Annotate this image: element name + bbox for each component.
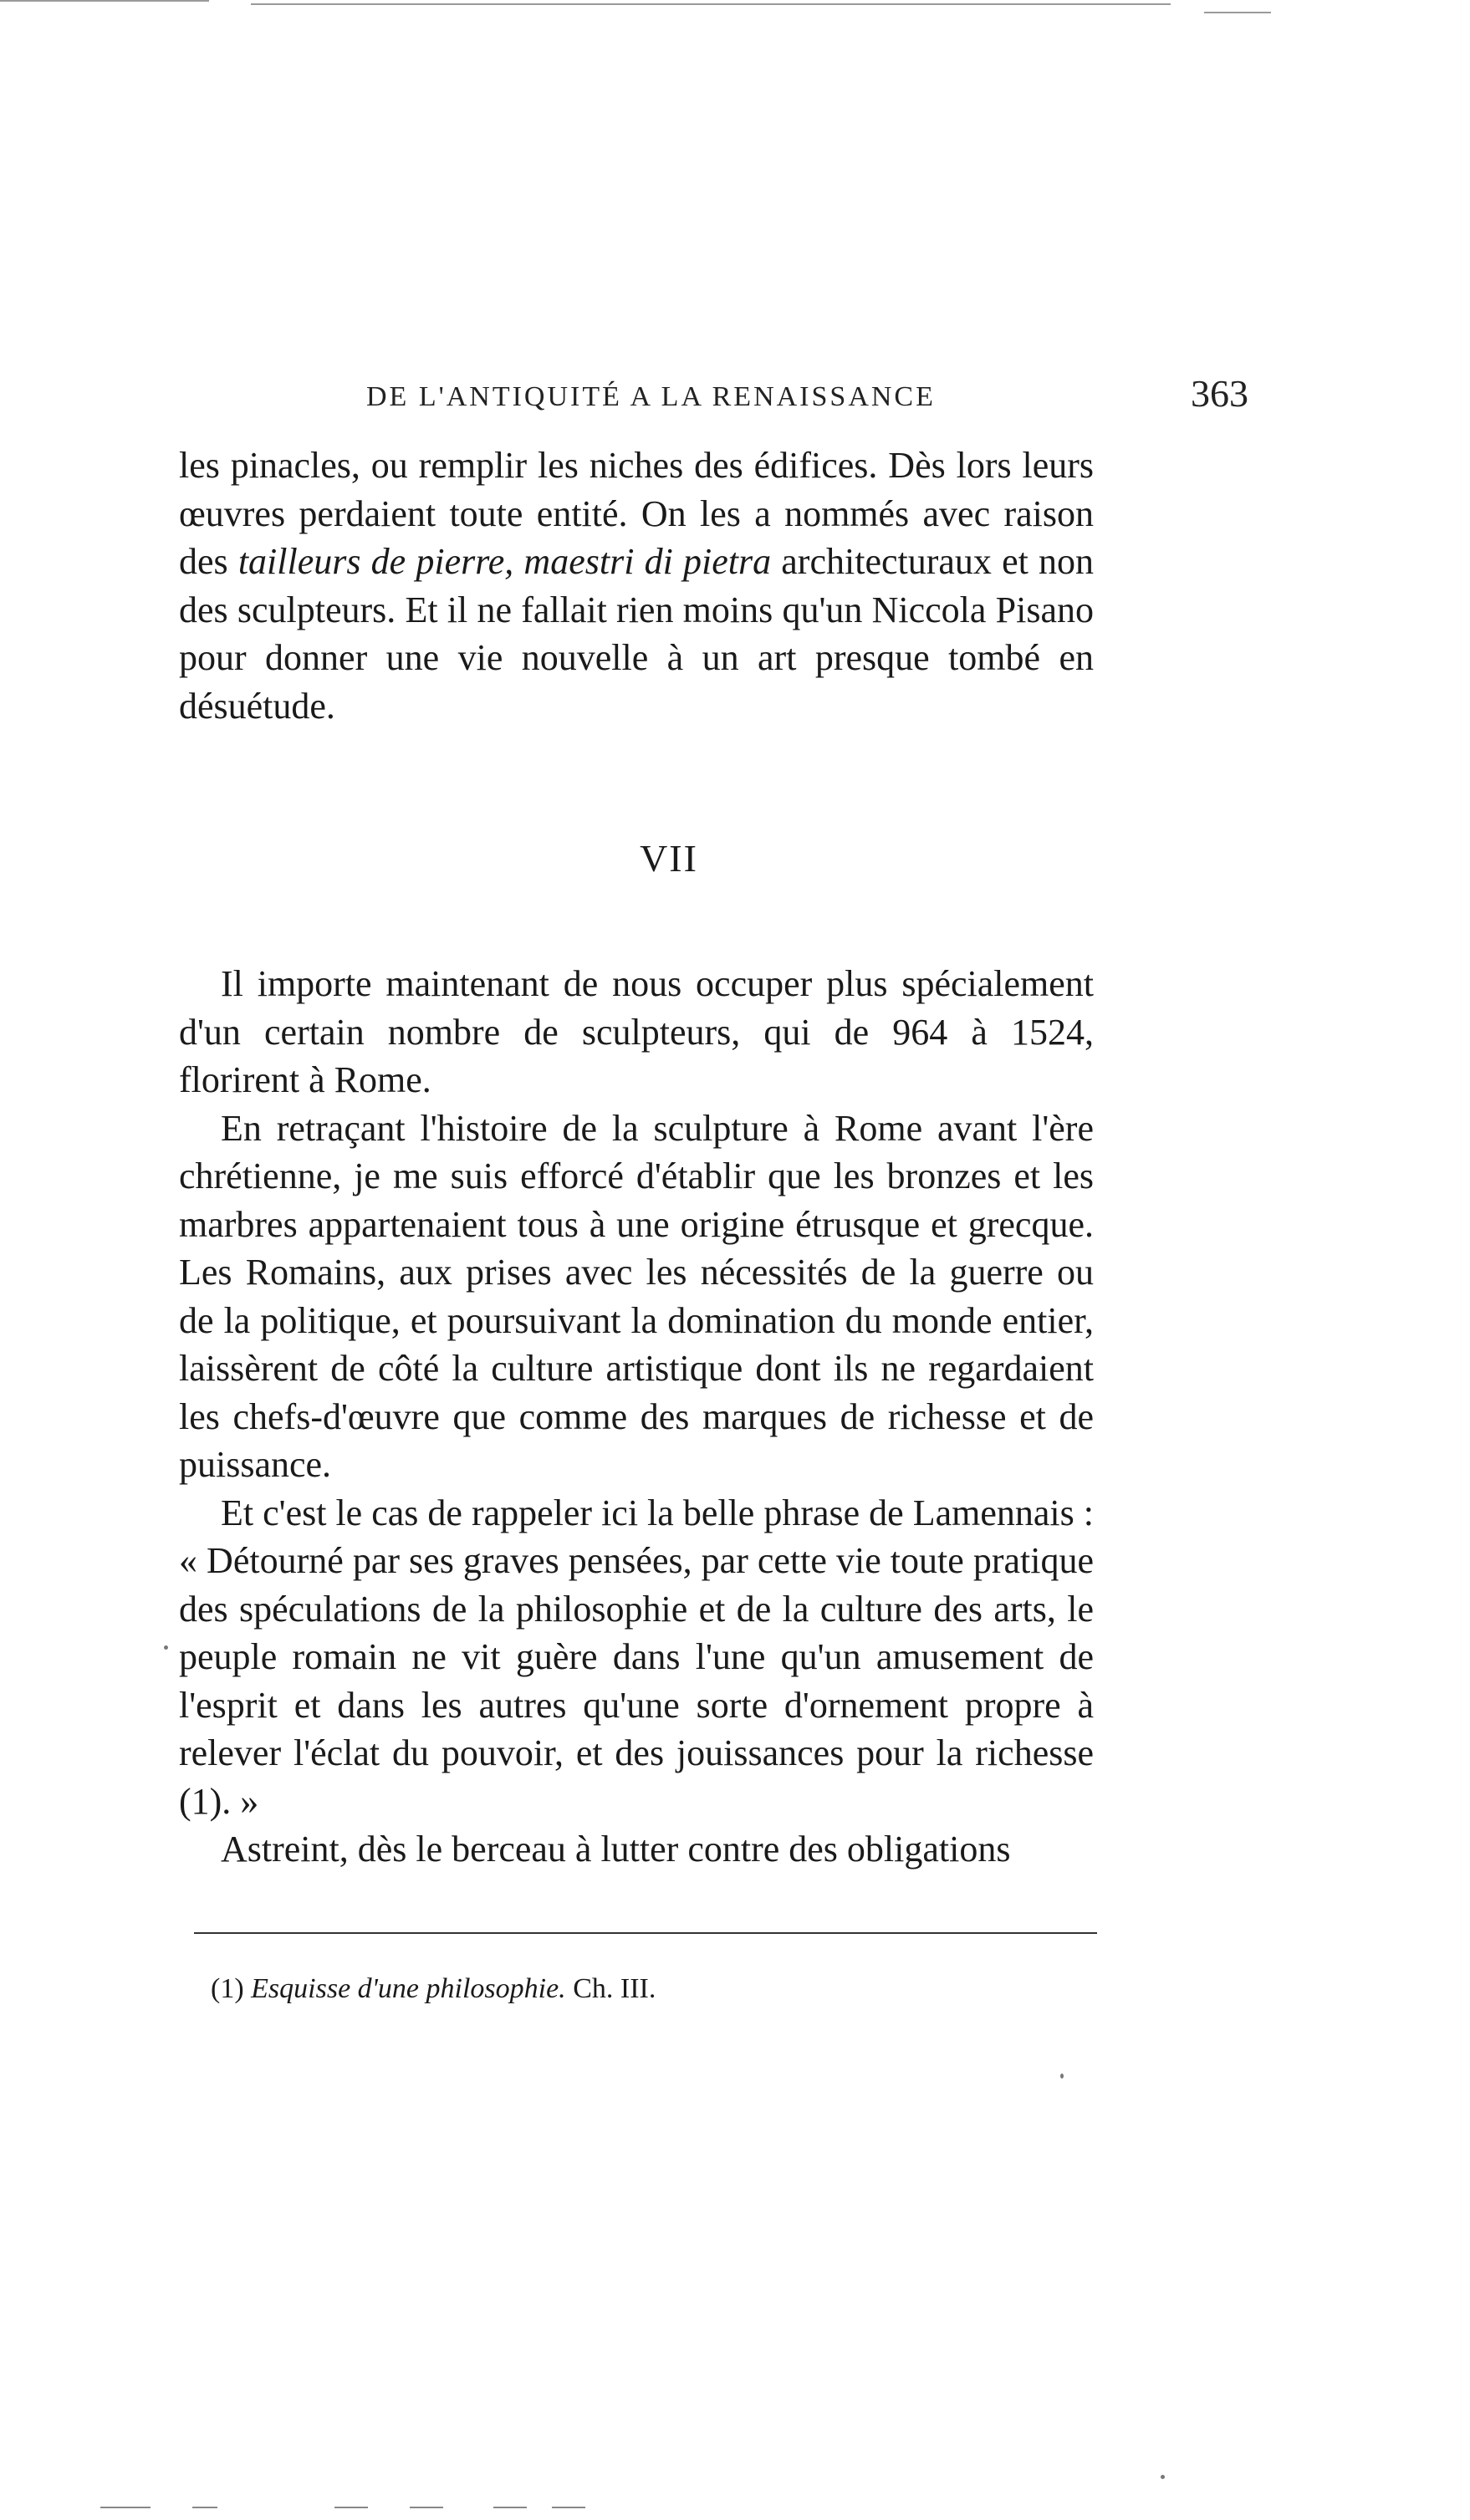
footnote-reference: Ch. III.: [573, 1973, 656, 2004]
paragraph: En retraçant l'histoire de la sculpture à Rome avant l'ère chrétienne, je me suis efforcé d'établir que les bronzes et les marbres appartenaient tous à une origine étrusque et grecque. Les Romains, aux prises avec les nécessités de la guerre ou de la politique, et poursuivant la domination du monde entier, laissèrent de côté la culture artistique dont ils ne regardaient les chefs-d'œuvre que comme des marques de richesse et de puissance.: [179, 1107, 1094, 1485]
scan-edge-mark: [410, 2507, 443, 2508]
scan-edge-mark: [493, 2507, 527, 2508]
footnote-title: Esquisse d'une philosophie.: [251, 1973, 566, 2004]
paragraph: Il importe maintenant de nous occuper plus spécialement d'un certain nombre de sculpteurs, qui de 964 à 1524, florirent à Rome.: [179, 963, 1094, 1100]
paragraph: [179, 441, 1094, 730]
scan-speck: [164, 1645, 168, 1650]
scan-edge-line: [1204, 12, 1271, 13]
running-title: DE L'ANTIQUITÉ A LA RENAISSANCE: [366, 381, 936, 412]
body-text: [179, 960, 1094, 1874]
italic-text-run: tailleurs de pierre, maestri di pietra: [237, 541, 772, 582]
scan-edge-mark: [192, 2507, 217, 2508]
scan-edge-mark: [334, 2507, 368, 2508]
section-heading: VII: [640, 837, 698, 880]
footnote-divider: [194, 1932, 1097, 1934]
paragraph: Astreint, dès le berceau à lutter contre des obligations: [221, 1829, 1011, 1870]
page-number: 363: [1191, 372, 1248, 415]
footnote-marker: (1): [211, 1973, 244, 2004]
continued-paragraph: [179, 441, 1094, 730]
page-header: [179, 371, 1248, 421]
scan-edge-mark: [100, 2507, 151, 2508]
footnote: [211, 1973, 656, 2005]
scan-edge-mark: [552, 2507, 585, 2508]
scan-speck: [1060, 2074, 1064, 2079]
text-run: architecturaux et non des sculpteurs. Et il ne fallait rien moins qu'un Niccola Pisano pour donner une vie nouvelle à un art presque tombé en désuétude.: [179, 541, 1094, 727]
paragraph: Et c'est le cas de rappeler ici la belle phrase de Lamennais : « Détourné par ses graves pensées, par cette vie toute pratique des spéculations de la philosophie et de la culture des arts, le peuple romain ne vit guère dans l'une qu'un amusement de l'esprit et dans les autres qu'une sorte d'ornement propre à relever l'éclat du pouvoir, et des jouissances pour la richesse (1). »: [179, 1492, 1094, 1822]
scan-edge-line: [251, 3, 1171, 5]
text-run: les pinacles, ou remplir les niches des édifices. Dès lors leurs œuvres perdaient toute entité. On les a nommés avec raison des: [179, 445, 1094, 582]
scan-speck: [1161, 2475, 1165, 2479]
scan-edge-line: [0, 0, 209, 2]
